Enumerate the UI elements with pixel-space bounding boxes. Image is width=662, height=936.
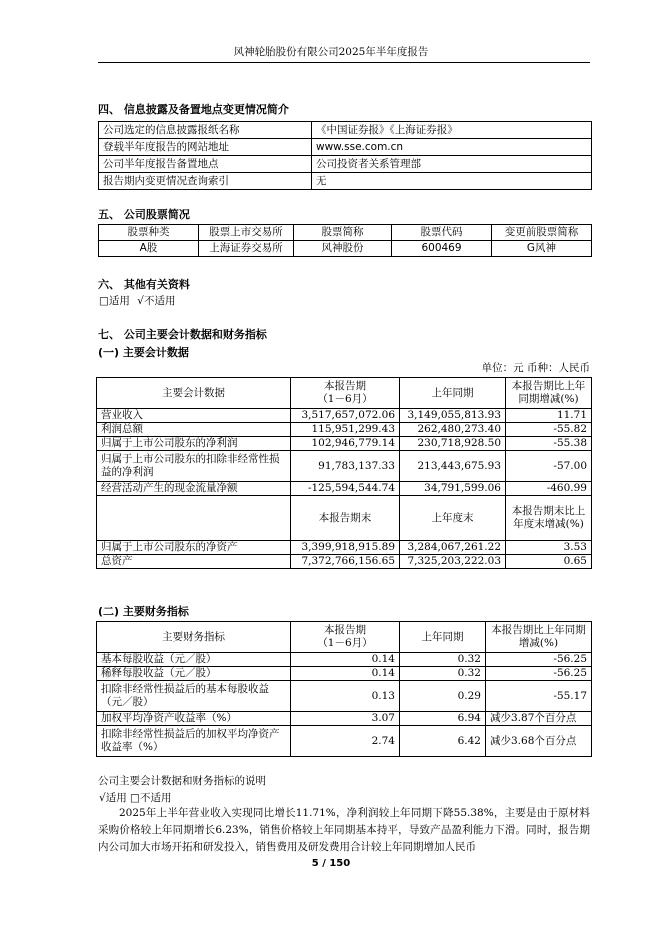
table-cell: G风神 — [492, 241, 592, 257]
table-cell: 减少3.68个百分点 — [486, 726, 592, 757]
table-cell: 公司选定的信息披露报纸名称 — [99, 122, 312, 139]
table-cell: 3,284,067,261.22 — [400, 541, 506, 555]
table-cell: A股 — [99, 241, 199, 257]
table-cell: 3,399,918,915.89 — [291, 541, 400, 555]
table-cell: 登载半年度报告的网站地址 — [99, 139, 312, 156]
table-cell: 经营活动产生的现金流量净额 — [97, 482, 291, 496]
table-cell: 公司半年度报告备置地点 — [99, 156, 312, 173]
table-cell: 0.65 — [506, 555, 592, 569]
table-cell: 《中国证券报》《上海证券报》 — [312, 122, 592, 139]
table-header-cell: 本报告期末 — [291, 496, 400, 541]
table-cell: 归属于上市公司股东的净利润 — [97, 437, 291, 451]
table-cell: 总资产 — [97, 555, 291, 569]
table-header-cell: 上年同期 — [400, 378, 506, 409]
table-cell: 262,480,273.40 — [400, 423, 506, 437]
table-row — [97, 496, 592, 541]
table-cell: 213,443,675.93 — [400, 451, 506, 482]
table-cell: 6.94 — [400, 712, 486, 726]
table-cell: 扣除非经常性损益后的加权平均净资产收益率（%） — [97, 726, 291, 757]
table-cell: 风神股份 — [294, 241, 392, 257]
table-header-cell: 本报告期比上年同期增减(%) — [506, 378, 592, 409]
table-cell: 600469 — [392, 241, 492, 257]
table-row — [97, 482, 592, 496]
section7-heading: 七、 公司主要会计数据和财务指标 — [98, 328, 267, 341]
table-header-cell: 本报告期 （1－6月） — [291, 622, 400, 653]
table-cell: 扣除非经常性损益后的基本每股收益（元／股） — [97, 681, 291, 712]
table-cell: 营业收入 — [97, 409, 291, 423]
page-number: 5 / 150 — [311, 858, 351, 869]
note-paragraph: 2025年上半年营业收入实现同比增长11.71%，净利润较上年同期下降55.38%，主要是由于原材料采购价格较上年同期增长6.23%，销售价格较上年同期基本持平，导致产品盈利能力下滑。同时，报告期内公司加大市场开拓和研发投入，销售费用及研发费用合计较上年同期增加人民币 — [98, 807, 590, 853]
table-cell: 上海证券交易所 — [199, 241, 294, 257]
table-cell: -57.00 — [506, 451, 592, 482]
table-cell: 0.32 — [400, 653, 486, 667]
accounting-data-table — [96, 377, 592, 569]
table-cell: 归属于上市公司股东的扣除非经常性损益的净利润 — [97, 451, 291, 482]
table-cell: 34,791,599.06 — [400, 482, 506, 496]
table-cell: 2.74 — [291, 726, 400, 757]
table-cell: 基本每股收益（元／股） — [97, 653, 291, 667]
page-header: 风神轮胎股份有限公司2025年半年度报告 — [233, 46, 429, 58]
table-cell: 稀释每股收益（元／股） — [97, 667, 291, 681]
table-cell: 7,372,766,156.65 — [291, 555, 400, 569]
table-cell: 3.07 — [291, 712, 400, 726]
table-cell: 0.13 — [291, 681, 400, 712]
table-row — [97, 437, 592, 451]
table-row — [97, 622, 592, 653]
table-row — [99, 139, 592, 156]
table-header-cell: 本报告期 （1－6月） — [291, 378, 400, 409]
note-title: 公司主要会计数据和财务指标的说明 — [98, 775, 266, 787]
table-header-cell: 本报告期末比上年度末增减(%) — [506, 496, 592, 541]
table-cell — [97, 496, 291, 541]
table-cell: -55.17 — [486, 681, 592, 712]
table-cell: 0.14 — [291, 667, 400, 681]
table-header-cell: 本报告期比上年同期增减(%) — [486, 622, 592, 653]
table-cell: 减少3.87个百分点 — [486, 712, 592, 726]
table-cell: 91,783,137.33 — [291, 451, 400, 482]
table-cell: 102,946,779.14 — [291, 437, 400, 451]
table-row — [97, 409, 592, 423]
table-header-cell: 股票代码 — [392, 225, 492, 241]
table-cell: 归属于上市公司股东的净资产 — [97, 541, 291, 555]
table-row — [99, 156, 592, 173]
table-header-cell: 上年度末 — [400, 496, 506, 541]
table-cell: 0.14 — [291, 653, 400, 667]
option-applicable: □适用 — [99, 295, 130, 307]
table-row — [97, 555, 592, 569]
table-cell: -125,594,544.74 — [291, 482, 400, 496]
table-row — [97, 681, 592, 712]
table-header-cell: 股票种类 — [99, 225, 199, 241]
disclosure-table — [98, 121, 592, 190]
table-cell: -55.38 — [506, 437, 592, 451]
section5-heading: 五、 公司股票简况 — [98, 208, 190, 221]
subsection1-heading: (一) 主要会计数据 — [98, 346, 189, 359]
table-cell: -56.25 — [486, 653, 592, 667]
table-cell: 7,325,203,222.03 — [400, 555, 506, 569]
table-row — [97, 667, 592, 681]
table-row — [97, 423, 592, 437]
table-header-cell: 变更前股票简称 — [492, 225, 592, 241]
table-cell: -56.25 — [486, 667, 592, 681]
financial-indicators-table — [96, 621, 592, 757]
table-header-cell: 股票简称 — [294, 225, 392, 241]
table-header-cell: 上年同期 — [400, 622, 486, 653]
section6-heading: 六、 其他有关资料 — [98, 278, 190, 291]
table-cell: 3,517,657,072.06 — [291, 409, 400, 423]
table-cell: 115,951,299.43 — [291, 423, 400, 437]
header-rule — [98, 62, 590, 63]
table-row — [97, 541, 592, 555]
table-cell: -460.99 — [506, 482, 592, 496]
table-cell: 0.32 — [400, 667, 486, 681]
table-cell: 0.29 — [400, 681, 486, 712]
table-cell: 3,149,055,813.93 — [400, 409, 506, 423]
table-cell: -55.82 — [506, 423, 592, 437]
unit-note: 单位：元 币种：人民币 — [481, 362, 590, 374]
applicability-options — [99, 293, 175, 308]
table-header-cell: 主要财务指标 — [97, 622, 291, 653]
table-row — [97, 712, 592, 726]
table-cell: 6.42 — [400, 726, 486, 757]
stock-table — [98, 224, 592, 257]
table-row — [97, 378, 592, 409]
table-row — [97, 653, 592, 667]
subsection2-heading: (二) 主要财务指标 — [98, 605, 189, 618]
table-row — [99, 122, 592, 139]
table-cell: 利润总额 — [97, 423, 291, 437]
table-header-cell: 主要会计数据 — [97, 378, 291, 409]
table-cell: www.sse.com.cn — [312, 139, 592, 156]
table-cell: 230,718,928.50 — [400, 437, 506, 451]
table-cell: 报告期内变更情况查询索引 — [99, 173, 312, 190]
table-row — [97, 726, 592, 757]
table-cell: 无 — [312, 173, 592, 190]
table-row — [99, 173, 592, 190]
note-options: √适用 □不适用 — [99, 792, 172, 804]
table-cell: 公司投资者关系管理部 — [312, 156, 592, 173]
option-not-applicable: √不适用 — [137, 295, 176, 307]
table-row — [97, 451, 592, 482]
table-row — [99, 225, 592, 241]
table-cell: 3.53 — [506, 541, 592, 555]
table-cell: 加权平均净资产收益率（%） — [97, 712, 291, 726]
section4-heading: 四、 信息披露及备置地点变更情况简介 — [98, 103, 289, 116]
table-row — [99, 241, 592, 257]
table-cell: 11.71 — [506, 409, 592, 423]
table-header-cell: 股票上市交易所 — [199, 225, 294, 241]
